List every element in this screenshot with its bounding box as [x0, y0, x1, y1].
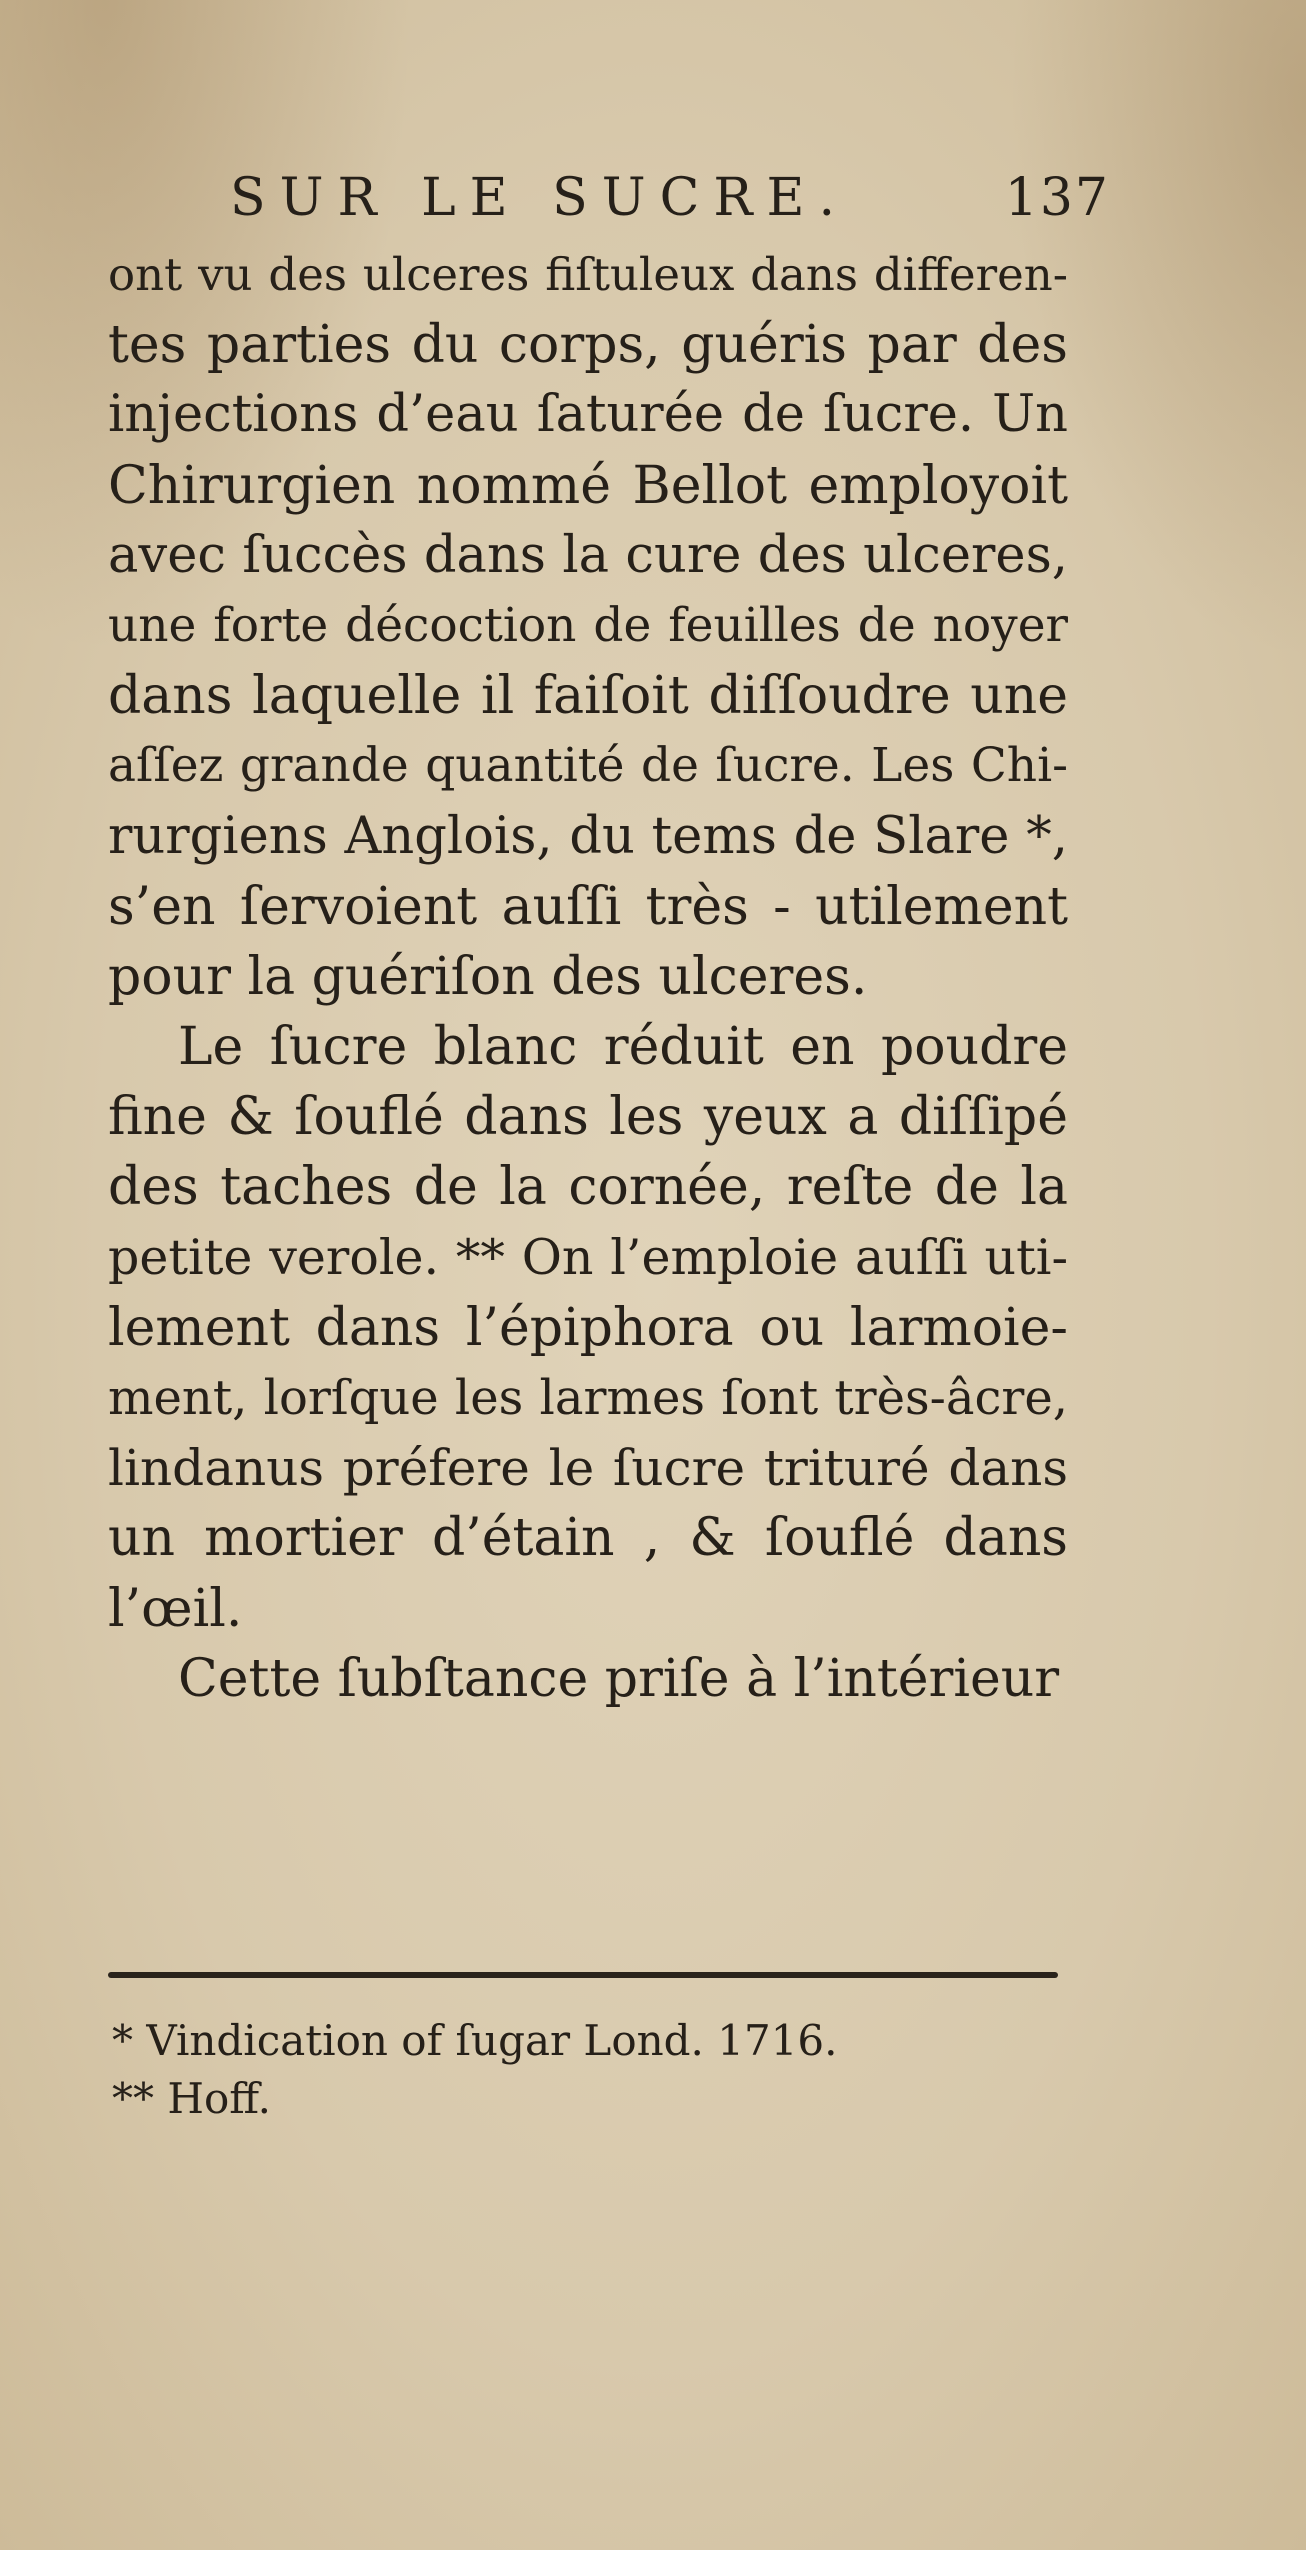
text-line: rurgiens Anglois, du tems de Slare *, [108, 806, 1068, 866]
footnote: ** Hoff. [112, 2074, 271, 2123]
text-line: dans laquelle il faiſoit diſſoudre une [108, 666, 1068, 727]
text-line: des taches de la cornée, reſte de la [108, 1157, 1068, 1218]
text-line: petite verole. ** On l’emploie auſſi uti- [108, 1228, 1068, 1286]
text-line: tes parties du corps, guéris par des [108, 315, 1068, 376]
text-line: une forte décoction de feuilles de noyer [108, 597, 1068, 653]
text-line: s’en ſervoient auſſi très - utilement [108, 876, 1068, 937]
text-line: Cette ſubſtance priſe à l’intérieur [178, 1648, 1060, 1709]
text-line: ont vu des ulceres fiſtuleux dans differen- [108, 248, 1068, 301]
body-text [108, 240, 1068, 1714]
page-number: 137 [1004, 168, 1110, 228]
text-line: avec ſuccès dans la cure des ulceres, [108, 525, 1068, 585]
text-line: lindanus préfere le ſucre trituré dans [108, 1439, 1068, 1498]
text-line: injections d’eau ſaturée de ſucre. Un [108, 385, 1068, 445]
text-line: Chirurgien nommé Bellot employoit [108, 455, 1068, 516]
running-header [230, 158, 1110, 238]
text-line: lement dans l’épiphora ou larmoie- [108, 1297, 1068, 1358]
footnote-rule [108, 1972, 1058, 1978]
text-line: ment, lorſque les larmes ſont très-âcre, [108, 1370, 1068, 1426]
running-title: SUR LE SUCRE. [230, 168, 850, 228]
text-line: aſſez grande quantité de ſucre. Les Chi- [108, 738, 1068, 794]
footnotes [112, 2012, 1012, 2128]
text-line: fine & ſouflé dans les yeux a diſſipé [108, 1087, 1068, 1148]
text-line: Le ſucre blanc réduit en poudre [178, 1017, 1068, 1078]
text-line: l’œil. [108, 1578, 243, 1639]
text-line: un mortier d’étain , & ſouflé dans [108, 1508, 1068, 1569]
text-line: pour la guériſon des ulceres. [108, 946, 868, 1007]
footnote: * Vindication of ſugar Lond. 1716. [112, 2016, 838, 2065]
